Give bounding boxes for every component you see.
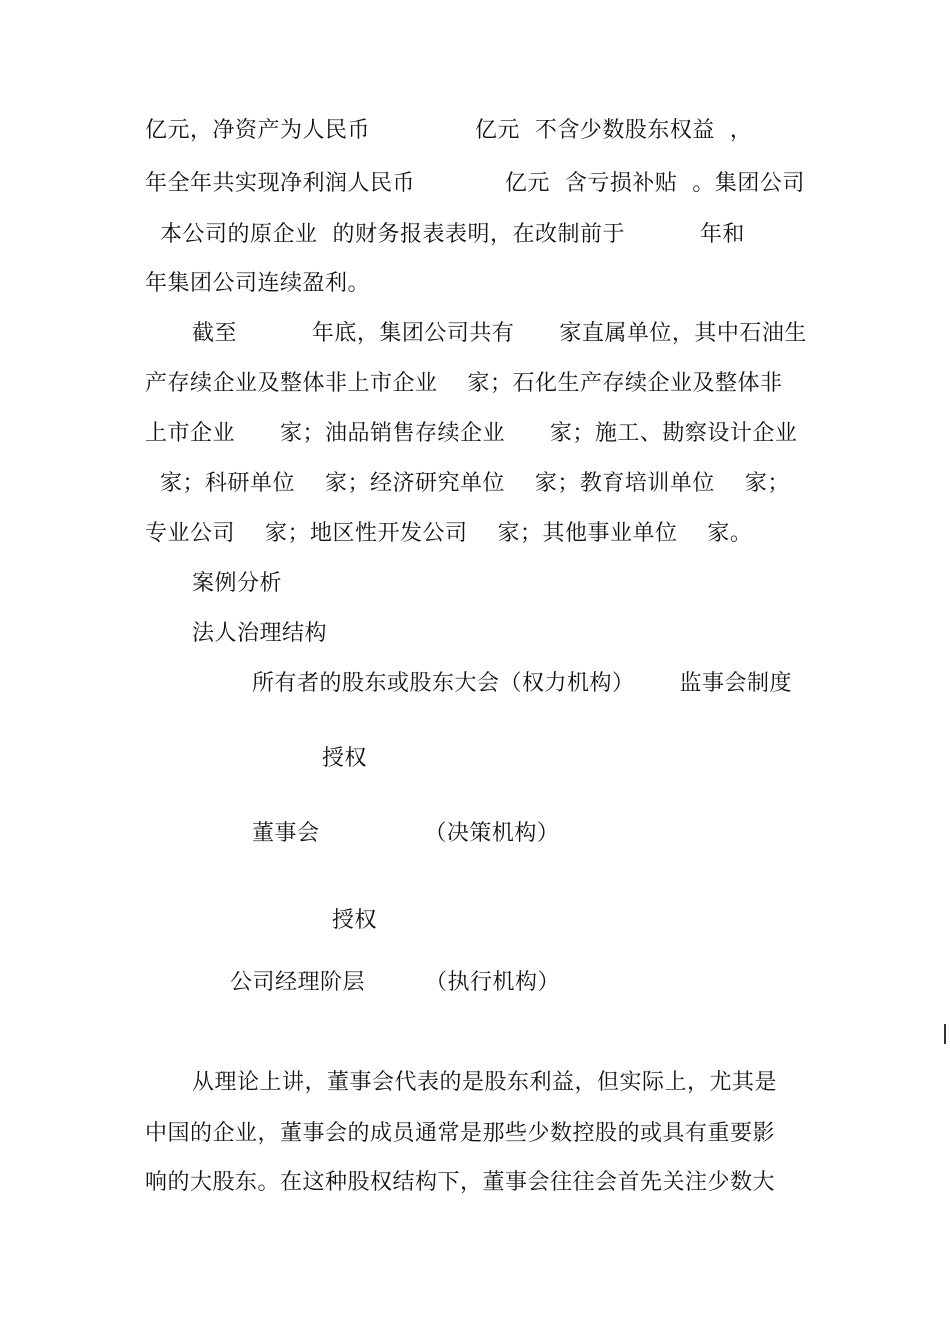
diagram-top-row: 所有者的股东或股东大会（权力机构） 监事会制度 <box>252 671 792 696</box>
paragraph3-line2: 中国的企业，董事会的成员通常是那些少数控股的或具有重要影 <box>145 1121 776 1146</box>
diagram-authorize-2: 授权 <box>332 908 378 933</box>
heading-governance: 法人治理结构 <box>192 621 328 646</box>
paragraph2-line5: 专业公司 家；地区性开发公司 家；其他事业单位 家。 <box>145 521 753 546</box>
paragraph3-line3: 响的大股东。在这种股权结构下，董事会往往会首先关注少数大 <box>145 1170 776 1195</box>
paragraph2-line4: 家；科研单位 家；经济研究单位 家；教育培训单位 家； <box>145 471 790 496</box>
paragraph1-line2: 年全年共实现净利润人民币 亿元 含亏损补贴 。集团公司 <box>145 171 805 196</box>
heading-case-analysis: 案例分析 <box>192 571 283 596</box>
diagram-board-row: 董事会 （决策机构） <box>252 821 560 846</box>
diagram-management-row: 公司经理阶层 （执行机构） <box>230 970 560 995</box>
paragraph2-line3: 上市企业 家；油品销售存续企业 家；施工、勘察设计企业 <box>145 421 798 446</box>
paragraph3-line1: 从理论上讲，董事会代表的是股东利益，但实际上，尤其是 <box>192 1070 778 1095</box>
paragraph1-line4: 年集团公司连续盈利。 <box>145 271 371 296</box>
paragraph1-line3: 本公司的原企业 的财务报表表明，在改制前于 年和 <box>145 222 745 247</box>
paragraph2-line2: 产存续企业及整体非上市企业 家；石化生产存续企业及整体非 <box>145 371 783 396</box>
paragraph2-line1: 截至 年底，集团公司共有 家直属单位，其中石油生 <box>192 321 807 346</box>
paragraph1-line1: 亿元，净资产为人民币 亿元 不含少数股东权益 ， <box>145 118 753 143</box>
edge-mark <box>944 1024 950 1044</box>
diagram-authorize-1: 授权 <box>322 746 368 771</box>
